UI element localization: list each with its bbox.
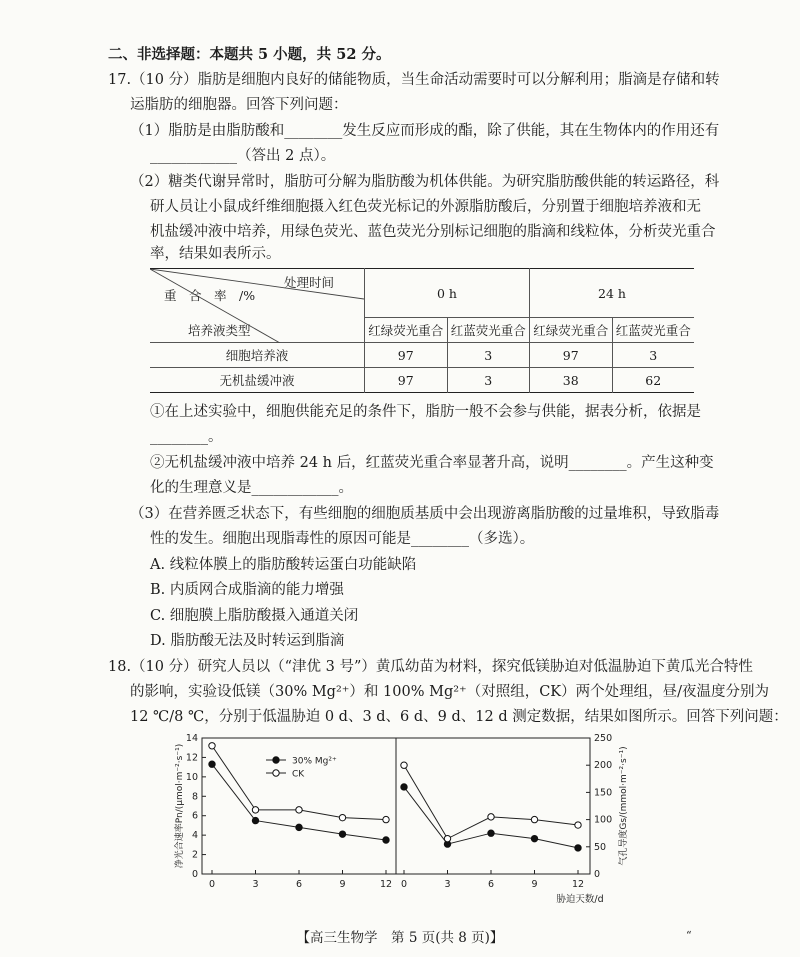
q17-part3-line2: 性的发生。细胞出现脂毒性的原因可能是________（多选）。 bbox=[150, 531, 535, 547]
q17-part3-line1: （3）在营养匮乏状态下，有些细胞的细胞质基质中会出现游离脂肪酸的过量堆积，导致脂毒 bbox=[130, 506, 720, 522]
x-tick-label: 9 bbox=[531, 879, 538, 890]
table-cell: 62 bbox=[612, 368, 694, 393]
q17-sub1-line2: ________。 bbox=[150, 429, 223, 445]
table-cell: 3 bbox=[447, 343, 530, 368]
q17-option-c: C. 细胞膜上脂肪酸摄入通道关闭 bbox=[150, 608, 359, 624]
table-corner-medium: 培养液类型 bbox=[188, 323, 251, 338]
corner-mark: “ bbox=[686, 929, 692, 942]
table-cell: 3 bbox=[612, 343, 694, 368]
data-point-low-mg bbox=[209, 761, 215, 767]
q17-part1-line2: ____________（答出 2 点）。 bbox=[150, 148, 336, 164]
series-line-ck bbox=[404, 765, 578, 838]
q17-part2-line2: 研人员让小鼠成纤维细胞摄入红色荧光标记的外源脂肪酸后，分别置于细胞培养液和无 bbox=[150, 199, 701, 215]
table-corner-time: 处理时间 bbox=[284, 275, 335, 290]
data-point-low-mg bbox=[401, 784, 407, 790]
data-point-ck bbox=[488, 814, 494, 820]
data-point-ck bbox=[401, 762, 407, 768]
y-axis-label-left: 净光合速率Pn/(μmol·m⁻²·s⁻¹) bbox=[175, 743, 185, 869]
data-point-low-mg bbox=[531, 835, 537, 841]
q17-sub1-line1: ①在上述实验中，细胞供能充足的条件下，脂肪一般不会参与供能，据表分析，依据是 bbox=[150, 404, 701, 420]
table-header-0h: 0 h bbox=[365, 269, 530, 318]
table-corner-rate: 重 合 率 /% bbox=[164, 288, 256, 303]
q17-sub2-line2: 化的生理意义是____________。 bbox=[150, 480, 353, 496]
table-cell: 38 bbox=[530, 368, 613, 393]
data-point-ck bbox=[209, 743, 215, 749]
y-axis-label-right: 气孔导度Gs/(mmol·m⁻²·s⁻¹) bbox=[619, 746, 629, 866]
table-col-label: 红蓝荧光重合 bbox=[447, 318, 530, 343]
y-tick-label: 14 bbox=[185, 733, 198, 744]
y-tick-label: 0 bbox=[191, 869, 198, 880]
y-tick-label: 100 bbox=[594, 814, 613, 826]
data-point-low-mg bbox=[488, 830, 494, 836]
y-tick-label: 4 bbox=[191, 830, 198, 842]
table-row bbox=[150, 343, 694, 368]
data-point-ck bbox=[575, 822, 581, 828]
section-title: 二、非选择题：本题共 5 小题，共 52 分。 bbox=[108, 46, 391, 63]
y-tick-label: 8 bbox=[191, 791, 198, 803]
legend-label: 30% Mg²⁺ bbox=[292, 756, 337, 767]
table-row-label: 细胞培养液 bbox=[150, 343, 365, 368]
q17-intro-line1: 17.（10 分）脂肪是细胞内良好的储能物质，当生命活动需要时可以分解利用；脂滴是存储和转 bbox=[108, 72, 720, 88]
data-point-low-mg bbox=[575, 845, 581, 851]
q17-part1-line1: （1）脂肪是由脂肪酸和________发生反应而形成的酯，除了供能，其在生物体内的作用还有 bbox=[130, 123, 720, 139]
x-tick-label: 12 bbox=[379, 879, 393, 890]
y-tick-label: 150 bbox=[594, 787, 613, 799]
table-col-label: 红蓝荧光重合 bbox=[612, 318, 694, 343]
data-point-low-mg bbox=[252, 817, 258, 823]
table-row-label: 无机盐缓冲液 bbox=[150, 368, 365, 393]
data-point-ck bbox=[252, 807, 258, 813]
q17-sub2-line1: ②无机盐缓冲液中培养 24 h 后，红蓝荧光重合率显著升高，说明________。产生这种变 bbox=[150, 455, 714, 471]
table-col-label: 红绿荧光重合 bbox=[530, 318, 613, 343]
table-corner-cell bbox=[150, 269, 365, 343]
legend-marker bbox=[273, 757, 279, 763]
x-tick-label: 0 bbox=[208, 879, 216, 890]
q17-intro-line2: 运脂肪的细胞器。回答下列问题： bbox=[130, 97, 348, 113]
y-tick-label: 10 bbox=[185, 771, 198, 783]
legend-label: CK bbox=[292, 769, 305, 780]
photosynthesis-chart bbox=[170, 728, 630, 910]
y-tick-label: 200 bbox=[594, 760, 613, 772]
data-point-ck bbox=[296, 807, 302, 813]
table-cell: 97 bbox=[530, 343, 613, 368]
data-point-low-mg bbox=[339, 831, 345, 837]
q17-part2-line1: （2）糖类代谢异常时，脂肪可分解为脂肪酸为机体供能。为研究脂肪酸供能的转运路径，科 bbox=[130, 174, 720, 190]
table-cell: 3 bbox=[447, 368, 530, 393]
y-tick-label: 250 bbox=[594, 733, 613, 744]
q17-option-a: A. 线粒体膜上的脂肪酸转运蛋白功能缺陷 bbox=[150, 557, 417, 573]
x-tick-label: 3 bbox=[252, 879, 259, 890]
fluorescence-table bbox=[150, 268, 694, 393]
data-point-low-mg bbox=[383, 837, 389, 843]
q17-part2-line4: 率，结果如表所示。 bbox=[150, 246, 281, 262]
table-row bbox=[150, 368, 694, 393]
x-tick-label: 9 bbox=[339, 879, 346, 890]
y-tick-label: 12 bbox=[185, 752, 198, 764]
legend-marker bbox=[273, 770, 279, 776]
y-tick-label: 0 bbox=[594, 869, 601, 880]
q18-line2: 的影响，实验设低镁（30% Mg²⁺）和 100% Mg²⁺（对照组，CK）两个处理组，昼/夜温度分别为 bbox=[130, 684, 770, 700]
table-cell: 97 bbox=[365, 368, 448, 393]
x-tick-label: 12 bbox=[571, 879, 585, 890]
q17-part2-line3: 机盐缓冲液中培养，用绿色荧光、蓝色荧光分别标记细胞的脂滴和线粒体，分析荧光重合 bbox=[150, 224, 716, 240]
data-point-ck bbox=[444, 835, 450, 841]
data-point-ck bbox=[531, 816, 537, 822]
x-tick-label: 6 bbox=[295, 879, 303, 890]
q17-option-d: D. 脂肪酸无法及时转运到脂滴 bbox=[150, 633, 345, 649]
page-footer: 【高三生物学 第 5 页(共 8 页)】 bbox=[296, 930, 504, 946]
x-tick-label: 0 bbox=[400, 879, 408, 890]
x-axis-label: 胁迫天数/d bbox=[556, 894, 604, 905]
x-tick-label: 6 bbox=[487, 879, 495, 890]
table-header-24h: 24 h bbox=[530, 269, 695, 318]
table-cell: 97 bbox=[365, 343, 448, 368]
y-tick-label: 2 bbox=[191, 849, 198, 861]
data-point-ck bbox=[383, 816, 389, 822]
data-point-ck bbox=[339, 814, 345, 820]
x-tick-label: 3 bbox=[444, 879, 451, 890]
q18-line1: 18.（10 分）研究人员以（“津优 3 号”）黄瓜幼苗为材料，探究低镁胁迫对低温胁迫下黄瓜光合特性 bbox=[108, 659, 753, 675]
q18-line3: 12 ℃/8 ℃，分别于低温胁迫 0 d、3 d、6 d、9 d、12 d 测定数据，结果如图所示。回答下列问题： bbox=[130, 709, 788, 725]
q17-option-b: B. 内质网合成脂滴的能力增强 bbox=[150, 582, 344, 598]
y-tick-label: 6 bbox=[191, 810, 198, 822]
data-point-low-mg bbox=[296, 824, 302, 830]
y-tick-label: 50 bbox=[594, 841, 607, 853]
table-col-label: 红绿荧光重合 bbox=[365, 318, 448, 343]
